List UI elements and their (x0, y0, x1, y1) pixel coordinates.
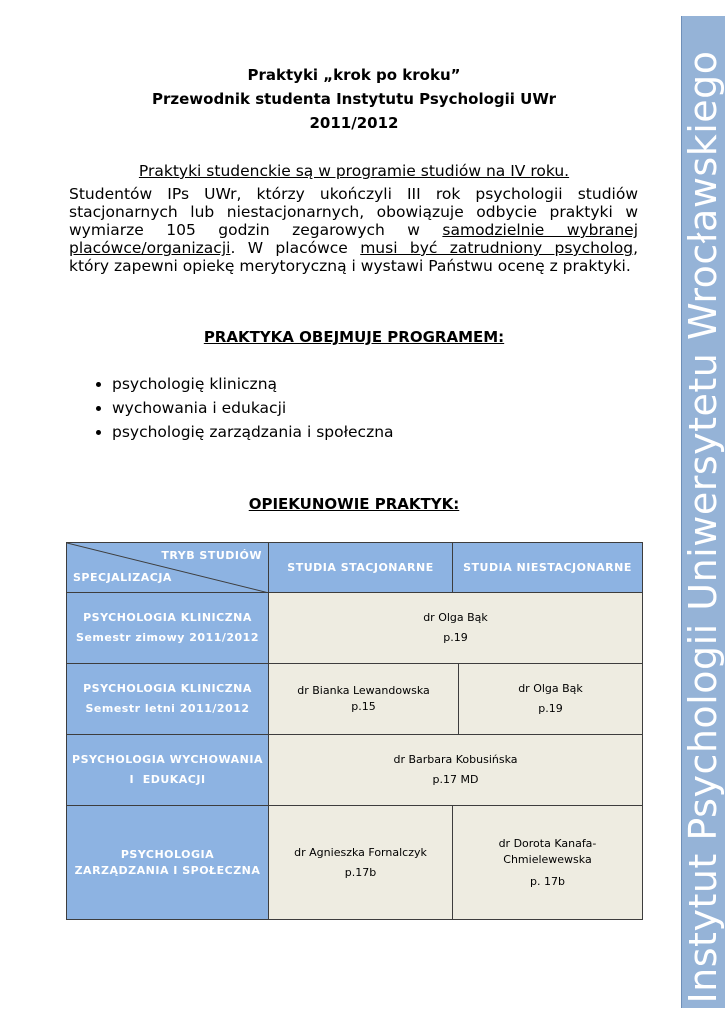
program-list (88, 374, 394, 446)
supervisor-cell-niestacjonarne (453, 806, 643, 920)
corner-mode-label: TRYB STUDIÓW (161, 549, 262, 562)
supervisor-cell-stacjonarne (269, 664, 459, 735)
program-heading: PRAKTYKA OBEJMUJE PROGRAMEM: (203, 328, 505, 346)
supervisor-name: dr Dorota Kanafa-Chmielewewska (498, 836, 597, 866)
supervisor-room: p. 17b (530, 874, 565, 888)
supervisor-room: p.15 (351, 700, 376, 713)
table-row (67, 593, 643, 664)
program-item: • psychologię kliniczną (112, 374, 394, 398)
row-specialization (67, 806, 269, 920)
table-row (67, 806, 643, 920)
supervisors-heading: OPIEKUNOWIE PRAKTYK: (248, 495, 460, 513)
para-text-1: Studentów IPs UWr, którzy ukończyli III rok psychologii studiów stacjonarnych lub niestacjonarnych, obowiązuje odbycie praktyki w wymiarze 105 godzin zegarowych w (69, 185, 638, 239)
supervisors-table (66, 542, 643, 920)
row-spec-name: PSYCHOLOGIA (120, 847, 215, 861)
col-header-niestacjonarne: STUDIA NIESTACJONARNE (453, 543, 643, 593)
col-header-stacjonarne: STUDIA STACJONARNE (269, 543, 453, 593)
supervisor-room: p.19 (443, 631, 468, 644)
supervisor-room: p.19 (538, 702, 563, 715)
table-row (67, 735, 643, 806)
intro-paragraph (69, 185, 638, 275)
para-underlined-placowka: samodzielnie wybranej placówce/organizacji (69, 221, 638, 257)
supervisor-cell-stacjonarne (269, 806, 453, 920)
corner-specialization-label: SPECJALIZACJA (73, 571, 172, 584)
supervisor-name: dr Bianka Lewandowska (297, 684, 430, 697)
supervisor-name: dr Barbara Kobusińska (393, 753, 518, 766)
intro-line-text: Praktyki studenckie są w programie studiów na IV roku. (138, 162, 570, 180)
row-spec-sub: Semestr letni 2011/2012 (85, 702, 250, 715)
doc-year: 2011/2012 (309, 114, 399, 132)
supervisor-cell-niestacjonarne (459, 664, 643, 735)
supervisor-name: dr Olga Bąk (423, 611, 488, 624)
row-spec-name: PSYCHOLOGIA KLINICZNA (83, 611, 252, 624)
table-header-row (67, 543, 643, 593)
row-spec-sub: ZARZĄDZANIA I SPOŁECZNA (74, 863, 261, 877)
table-row (67, 664, 643, 735)
row-spec-name: PSYCHOLOGIA KLINICZNA (83, 682, 252, 695)
supervisor-name: dr Olga Bąk (518, 682, 583, 695)
intro-line (66, 162, 642, 180)
doc-subtitle: Przewodnik studenta Instytutu Psychologii UWr (151, 90, 556, 108)
table-corner-cell (67, 543, 269, 593)
supervisor-name: dr Agnieszka Fornalczyk (294, 845, 427, 859)
program-item: • wychowania i edukacji (112, 398, 394, 422)
supervisor-room: p.17 MD (432, 773, 479, 786)
doc-title: Praktyki „krok po kroku” (247, 66, 461, 84)
sidebar-institute-label: Instytut Psychologii Uniwersytetu Wrocławskiego (681, 50, 725, 1004)
para-text-3: , który zapewni opiekę merytoryczną i wystawi Państwu ocenę z praktyki. (69, 239, 638, 275)
supervisor-room: p.17b (344, 865, 377, 879)
supervisor-cell (269, 593, 643, 664)
row-specialization (67, 735, 269, 806)
supervisor-cell (269, 735, 643, 806)
para-text-2: . W placówce (230, 239, 361, 257)
program-item: • psychologię zarządzania i społeczna (112, 422, 394, 446)
row-spec-name: PSYCHOLOGIA WYCHOWANIA (72, 753, 263, 766)
para-underlined-psycholog: musi być zatrudniony psycholog (360, 239, 634, 257)
row-specialization (67, 664, 269, 735)
row-spec-sub: I EDUKACJI (129, 773, 206, 786)
row-spec-sub: Semestr zimowy 2011/2012 (76, 631, 259, 644)
row-specialization (67, 593, 269, 664)
